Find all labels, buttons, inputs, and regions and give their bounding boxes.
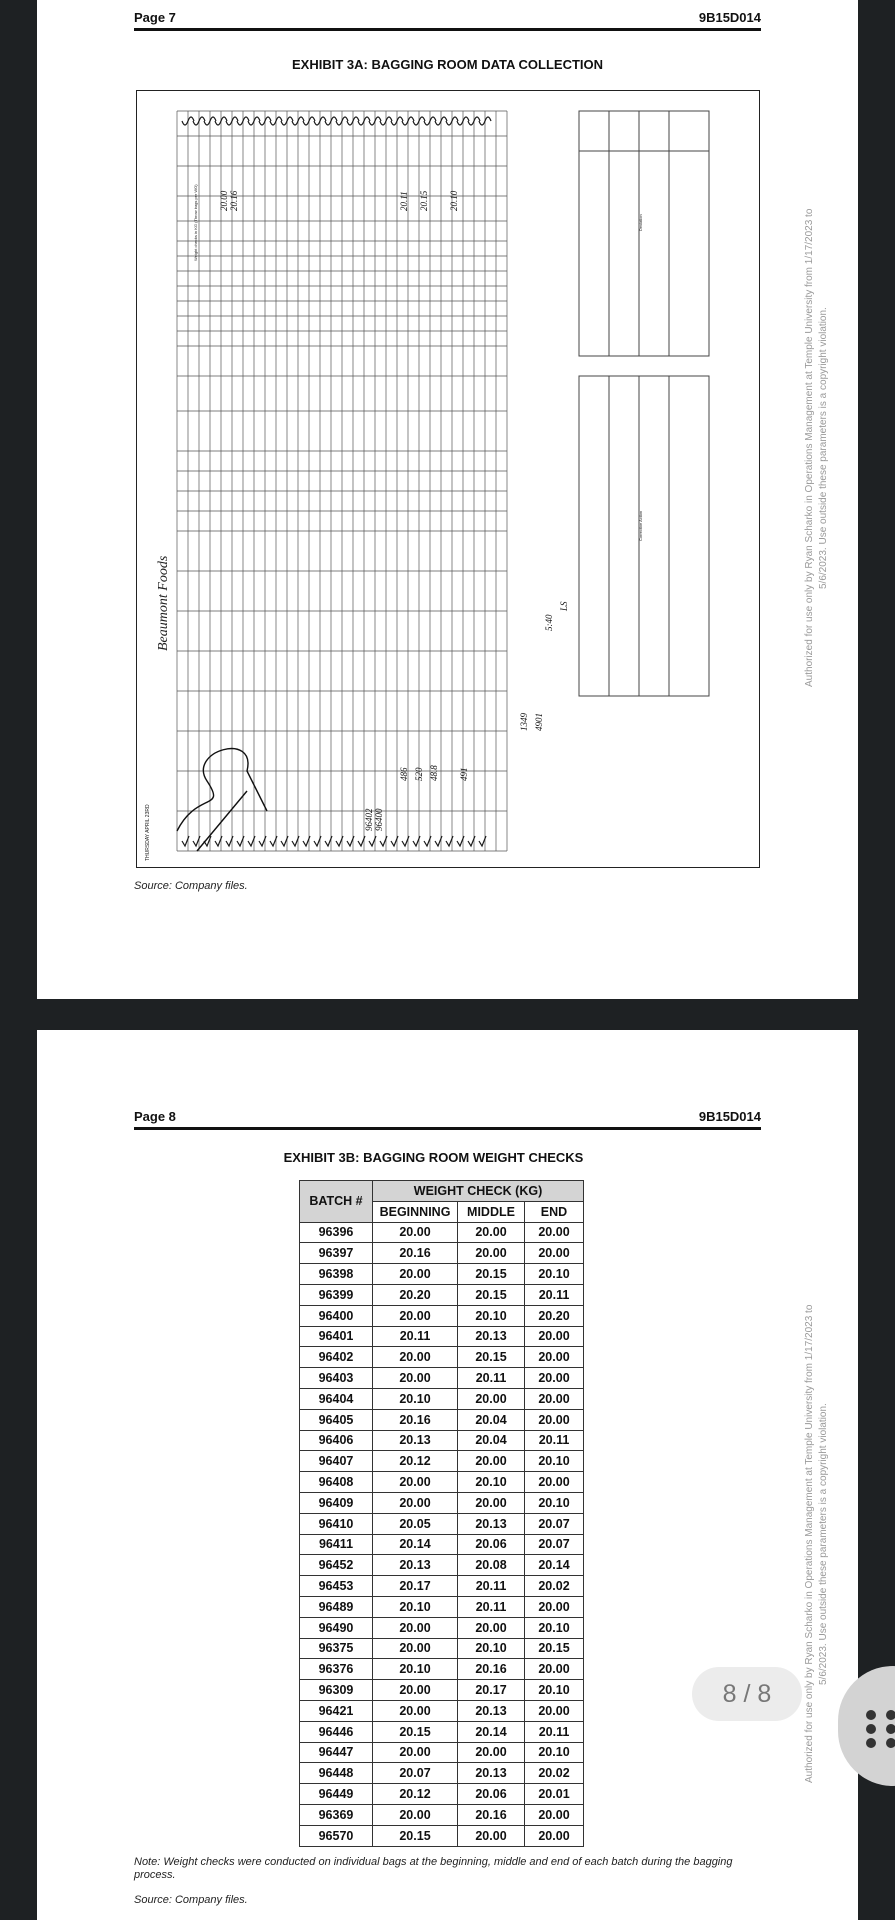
end-cell: 20.00 (525, 1368, 584, 1389)
beginning-cell: 20.16 (373, 1243, 458, 1264)
end-cell: 20.01 (525, 1784, 584, 1805)
batch-cell: 96376 (300, 1659, 373, 1680)
beginning-cell: 20.00 (373, 1638, 458, 1659)
copyright-watermark: Authorized for use only by Ryan Scharko in Operations Management at Temple University from 1/17/2023 to 5/6/2023. Use outside these parameters is a copyright violation. (804, 208, 829, 688)
end-cell: 20.00 (525, 1388, 584, 1409)
end-cell: 20.20 (525, 1305, 584, 1326)
document-code: 9B15D014 (698, 1109, 761, 1124)
beginning-cell: 20.13 (373, 1555, 458, 1576)
beginning-cell: 20.05 (373, 1513, 458, 1534)
end-cell: 20.10 (525, 1742, 584, 1763)
table-row (300, 1700, 584, 1721)
batch-cell: 96309 (300, 1680, 373, 1701)
middle-cell: 20.08 (458, 1555, 525, 1576)
page-indicator[interactable]: 8 / 8 (692, 1667, 802, 1721)
handwritten-entry: 4901 (534, 713, 544, 731)
table-row (300, 1742, 584, 1763)
table-row (300, 1555, 584, 1576)
middle-cell: 20.13 (458, 1700, 525, 1721)
table-row (300, 1659, 584, 1680)
table-row (300, 1305, 584, 1326)
handwritten-entry: 1349 (519, 713, 529, 731)
middle-cell: 20.14 (458, 1721, 525, 1742)
middle-cell: 20.00 (458, 1243, 525, 1264)
handwritten-entry: 491 (459, 767, 469, 781)
middle-cell: 20.11 (458, 1368, 525, 1389)
exhibit-title: EXHIBIT 3A: BAGGING ROOM DATA COLLECTION (291, 57, 604, 72)
batch-cell: 96404 (300, 1388, 373, 1409)
end-cell: 20.10 (525, 1451, 584, 1472)
form-weight-header: Weight checks in KG (Throw bags per WO) (193, 184, 198, 261)
beginning-cell: 20.00 (373, 1368, 458, 1389)
beginning-cell: 20.00 (373, 1305, 458, 1326)
handwritten-entry: 48.8 (429, 765, 439, 781)
table-row (300, 1264, 584, 1285)
beginning-cell: 20.16 (373, 1409, 458, 1430)
exhibit-title: EXHIBIT 3B: BAGGING ROOM WEIGHT CHECKS (283, 1150, 584, 1165)
deviation-label: Deviation (638, 214, 643, 231)
end-cell: 20.15 (525, 1638, 584, 1659)
batch-cell: 96401 (300, 1326, 373, 1347)
batch-cell: 96570 (300, 1825, 373, 1846)
document-page-7 (37, 0, 858, 999)
table-row (300, 1388, 584, 1409)
end-cell: 20.10 (525, 1680, 584, 1701)
batch-cell: 96489 (300, 1596, 373, 1617)
middle-cell: 20.16 (458, 1804, 525, 1825)
table-row (300, 1804, 584, 1825)
table-row (300, 1368, 584, 1389)
table-row (300, 1596, 584, 1617)
source-note: Source: Company files. (134, 880, 248, 892)
document-page-8 (37, 1030, 858, 1920)
handwritten-entry: 20.00 (219, 190, 229, 211)
end-cell: 20.00 (525, 1472, 584, 1493)
handwritten-entry: 20.16 (229, 190, 239, 211)
middle-cell: 20.13 (458, 1513, 525, 1534)
batch-cell: 96407 (300, 1451, 373, 1472)
table-row (300, 1430, 584, 1451)
batch-cell: 96490 (300, 1617, 373, 1638)
handwritten-entry: 20.15 (419, 190, 429, 211)
middle-cell: 20.00 (458, 1388, 525, 1409)
beginning-cell: 20.00 (373, 1742, 458, 1763)
handwritten-entry: 20.11 (399, 191, 409, 211)
batch-cell: 96396 (300, 1222, 373, 1243)
end-cell: 20.00 (525, 1825, 584, 1846)
table-row (300, 1347, 584, 1368)
table-row (300, 1638, 584, 1659)
batch-cell: 96406 (300, 1430, 373, 1451)
beginning-cell: 20.20 (373, 1284, 458, 1305)
beginning-cell: 20.11 (373, 1326, 458, 1347)
batch-cell: 96447 (300, 1742, 373, 1763)
table-row (300, 1409, 584, 1430)
middle-cell: 20.00 (458, 1451, 525, 1472)
table-row (300, 1513, 584, 1534)
end-cell: 20.02 (525, 1576, 584, 1597)
beginning-header: BEGINNING (373, 1201, 458, 1222)
middle-cell: 20.04 (458, 1409, 525, 1430)
beginning-cell: 20.17 (373, 1576, 458, 1597)
batch-cell: 96369 (300, 1804, 373, 1825)
middle-cell: 20.15 (458, 1264, 525, 1285)
end-cell: 20.07 (525, 1534, 584, 1555)
end-cell: 20.14 (525, 1555, 584, 1576)
end-cell: 20.11 (525, 1430, 584, 1451)
table-row (300, 1472, 584, 1493)
batch-cell: 96398 (300, 1264, 373, 1285)
batch-cell: 96421 (300, 1700, 373, 1721)
table-note: Note: Weight checks were conducted on individual bags at the beginning, middle and end of each batch during the bagging process. (134, 1856, 733, 1881)
end-cell: 20.00 (525, 1326, 584, 1347)
page-header (134, 0, 761, 31)
beginning-cell: 20.12 (373, 1451, 458, 1472)
end-cell: 20.10 (525, 1492, 584, 1513)
end-cell: 20.00 (525, 1596, 584, 1617)
table-row (300, 1721, 584, 1742)
middle-cell: 20.16 (458, 1659, 525, 1680)
middle-cell: 20.15 (458, 1284, 525, 1305)
table-row (300, 1784, 584, 1805)
batch-cell: 96408 (300, 1472, 373, 1493)
table-row (300, 1222, 584, 1243)
table-row (300, 1243, 584, 1264)
middle-cell: 20.10 (458, 1472, 525, 1493)
batch-cell: 96397 (300, 1243, 373, 1264)
beginning-cell: 20.00 (373, 1472, 458, 1493)
middle-cell: 20.15 (458, 1347, 525, 1368)
middle-cell: 20.04 (458, 1430, 525, 1451)
source-note: Source: Company files. (134, 1894, 248, 1906)
end-cell: 20.00 (525, 1804, 584, 1825)
middle-cell: 20.00 (458, 1742, 525, 1763)
end-cell: 20.11 (525, 1284, 584, 1305)
batch-cell: 96410 (300, 1513, 373, 1534)
middle-cell: 20.13 (458, 1326, 525, 1347)
middle-cell: 20.10 (458, 1638, 525, 1659)
middle-cell: 20.00 (458, 1492, 525, 1513)
table-row (300, 1576, 584, 1597)
batch-cell: 96411 (300, 1534, 373, 1555)
end-cell: 20.00 (525, 1700, 584, 1721)
end-cell: 20.07 (525, 1513, 584, 1534)
batch-cell: 96448 (300, 1763, 373, 1784)
scanned-bagging-form (136, 90, 760, 868)
beginning-cell: 20.00 (373, 1804, 458, 1825)
end-cell: 20.00 (525, 1409, 584, 1430)
weight-check-table (299, 1180, 584, 1847)
end-cell: 20.00 (525, 1659, 584, 1680)
middle-cell: 20.11 (458, 1596, 525, 1617)
corrective-action-label: Corrective Action (638, 510, 643, 541)
middle-header: MIDDLE (458, 1201, 525, 1222)
end-cell: 20.00 (525, 1347, 584, 1368)
beginning-cell: 20.00 (373, 1700, 458, 1721)
supervisor-signature (177, 749, 267, 851)
beginning-cell: 20.07 (373, 1763, 458, 1784)
beginning-cell: 20.10 (373, 1596, 458, 1617)
handwritten-entry: 96400 (374, 808, 384, 831)
batch-cell: 96452 (300, 1555, 373, 1576)
beginning-cell: 20.00 (373, 1680, 458, 1701)
batch-cell: 96400 (300, 1305, 373, 1326)
middle-cell: 20.00 (458, 1617, 525, 1638)
middle-cell: 20.00 (458, 1222, 525, 1243)
beginning-cell: 20.15 (373, 1721, 458, 1742)
middle-cell: 20.11 (458, 1576, 525, 1597)
table-row (300, 1451, 584, 1472)
batch-cell: 96399 (300, 1284, 373, 1305)
middle-cell: 20.10 (458, 1305, 525, 1326)
beginning-cell: 20.00 (373, 1264, 458, 1285)
copyright-watermark: Authorized for use only by Ryan Scharko in Operations Management at Temple University from 1/17/2023 to 5/6/2023. Use outside these parameters is a copyright violation. (804, 1304, 829, 1784)
batch-cell: 96453 (300, 1576, 373, 1597)
table-row (300, 1534, 584, 1555)
end-cell: 20.00 (525, 1243, 584, 1264)
batch-cell: 96449 (300, 1784, 373, 1805)
middle-cell: 20.13 (458, 1763, 525, 1784)
beginning-cell: 20.13 (373, 1430, 458, 1451)
table-row (300, 1617, 584, 1638)
beginning-cell: 20.00 (373, 1617, 458, 1638)
table-row (300, 1680, 584, 1701)
table-row (300, 1763, 584, 1784)
form-date: THURSDAY APRIL 23RD (145, 804, 151, 861)
batch-header: BATCH # (300, 1181, 373, 1223)
brand-logo-text: Beaumont Foods (156, 555, 171, 651)
beginning-cell: 20.00 (373, 1222, 458, 1243)
batch-cell: 96446 (300, 1721, 373, 1742)
handwritten-entry: LS (559, 601, 569, 611)
page-header (134, 1099, 761, 1130)
end-cell: 20.00 (525, 1222, 584, 1243)
end-cell: 20.02 (525, 1763, 584, 1784)
handwritten-entry: 520 (414, 767, 424, 781)
weight-check-header: WEIGHT CHECK (KG) (373, 1181, 584, 1202)
table-row (300, 1825, 584, 1846)
beginning-cell: 20.10 (373, 1659, 458, 1680)
batch-cell: 96402 (300, 1347, 373, 1368)
end-cell: 20.10 (525, 1264, 584, 1285)
handwritten-entry: 5:40 (544, 614, 554, 631)
beginning-cell: 20.00 (373, 1347, 458, 1368)
batch-cell: 96403 (300, 1368, 373, 1389)
table-row (300, 1284, 584, 1305)
beginning-cell: 20.15 (373, 1825, 458, 1846)
beginning-cell: 20.00 (373, 1492, 458, 1513)
handwritten-entry: 96402 (364, 808, 374, 831)
end-header: END (525, 1201, 584, 1222)
page-number: Page 7 (134, 10, 176, 25)
middle-cell: 20.17 (458, 1680, 525, 1701)
batch-cell: 96375 (300, 1638, 373, 1659)
handwritten-entry: 486 (399, 767, 409, 781)
beginning-cell: 20.10 (373, 1388, 458, 1409)
handwritten-entry: 20.10 (449, 190, 459, 211)
page-number: Page 8 (134, 1109, 176, 1124)
batch-cell: 96409 (300, 1492, 373, 1513)
table-row (300, 1326, 584, 1347)
middle-cell: 20.06 (458, 1784, 525, 1805)
document-code: 9B15D014 (698, 10, 761, 25)
table-row (300, 1492, 584, 1513)
batch-cell: 96405 (300, 1409, 373, 1430)
beginning-cell: 20.14 (373, 1534, 458, 1555)
end-cell: 20.11 (525, 1721, 584, 1742)
middle-cell: 20.06 (458, 1534, 525, 1555)
beginning-cell: 20.12 (373, 1784, 458, 1805)
end-cell: 20.10 (525, 1617, 584, 1638)
middle-cell: 20.00 (458, 1825, 525, 1846)
